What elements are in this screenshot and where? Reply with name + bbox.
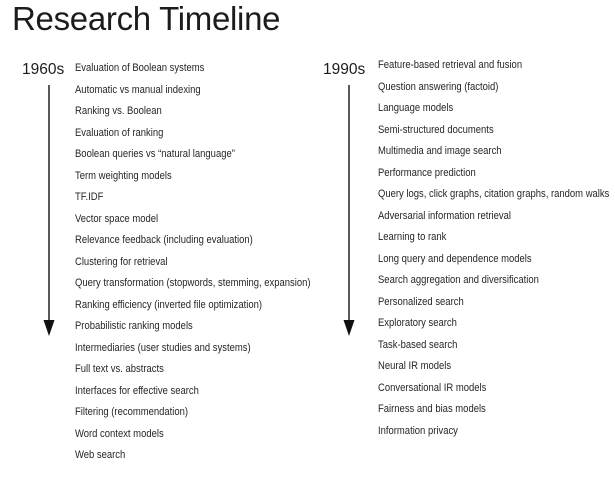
timeline-item: Term weighting models	[75, 169, 172, 182]
timeline-item: Full text vs. abstracts	[75, 363, 164, 375]
era-label-1960s: 1960s	[22, 61, 65, 78]
timeline-item: Performance prediction	[378, 166, 476, 179]
timeline-item: Search aggregation and diversification	[378, 274, 539, 286]
timeline-item: Boolean queries vs “natural language”	[75, 148, 235, 160]
timeline-item: Vector space model	[75, 212, 159, 225]
timeline-item: Information privacy	[378, 424, 458, 437]
timeline-item: Feature-based retrieval and fusion	[378, 59, 523, 71]
timeline-item: Language models	[378, 102, 454, 114]
timeline-item: Adversarial information retrieval	[378, 209, 512, 222]
timeline-item: Interfaces for effective search	[75, 384, 199, 397]
timeline-arrow-1960s-down-icon	[41, 82, 57, 342]
timeline-item: Web search	[75, 449, 126, 461]
timeline-item: Ranking vs. Boolean	[75, 105, 162, 117]
timeline-item: Task-based search	[378, 338, 458, 351]
timeline-item: Neural IR models	[378, 360, 452, 372]
timeline-arrow-1990s-down-icon	[341, 82, 357, 342]
timeline-item: Evaluation of ranking	[75, 126, 164, 139]
timeline-item: Fairness and bias models	[378, 403, 486, 415]
timeline-item: Intermediaries (user studies and systems)	[75, 341, 251, 354]
timeline-item: Question answering (factoid)	[378, 80, 499, 93]
timeline-items-1960s	[75, 58, 311, 467]
timeline-item: Clustering for retrieval	[75, 255, 168, 268]
timeline-item: Semi-structured documents	[378, 123, 494, 136]
timeline-item: Probabilistic ranking models	[75, 320, 193, 332]
timeline-item: Automatic vs manual indexing	[75, 83, 201, 96]
timeline-item: TF.IDF	[75, 191, 104, 203]
era-label-1990s: 1990s	[323, 61, 366, 78]
timeline-item: Learning to rank	[378, 231, 447, 243]
timeline-item: Long query and dependence models	[378, 252, 532, 265]
timeline-item: Relevance feedback (including evaluation)	[75, 234, 253, 246]
timeline-item: Exploratory search	[378, 317, 457, 329]
timeline-item: Filtering (recommendation)	[75, 406, 189, 418]
timeline-item: Word context models	[75, 427, 164, 440]
timeline-item: Evaluation of Boolean systems	[75, 62, 205, 74]
timeline-item: Query transformation (stopwords, stemming, expansion)	[75, 277, 311, 289]
timeline-item: Ranking efficiency (inverted file optimization)	[75, 298, 263, 311]
timeline-item: Conversational IR models	[378, 381, 487, 394]
timeline-item: Multimedia and image search	[378, 145, 502, 157]
slide-title: Research Timeline	[12, 0, 281, 37]
timeline-item: Query logs, click graphs, citation graphs, random walks	[378, 188, 610, 200]
timeline-items-1990s	[378, 55, 609, 442]
timeline-item: Personalized search	[378, 295, 464, 308]
